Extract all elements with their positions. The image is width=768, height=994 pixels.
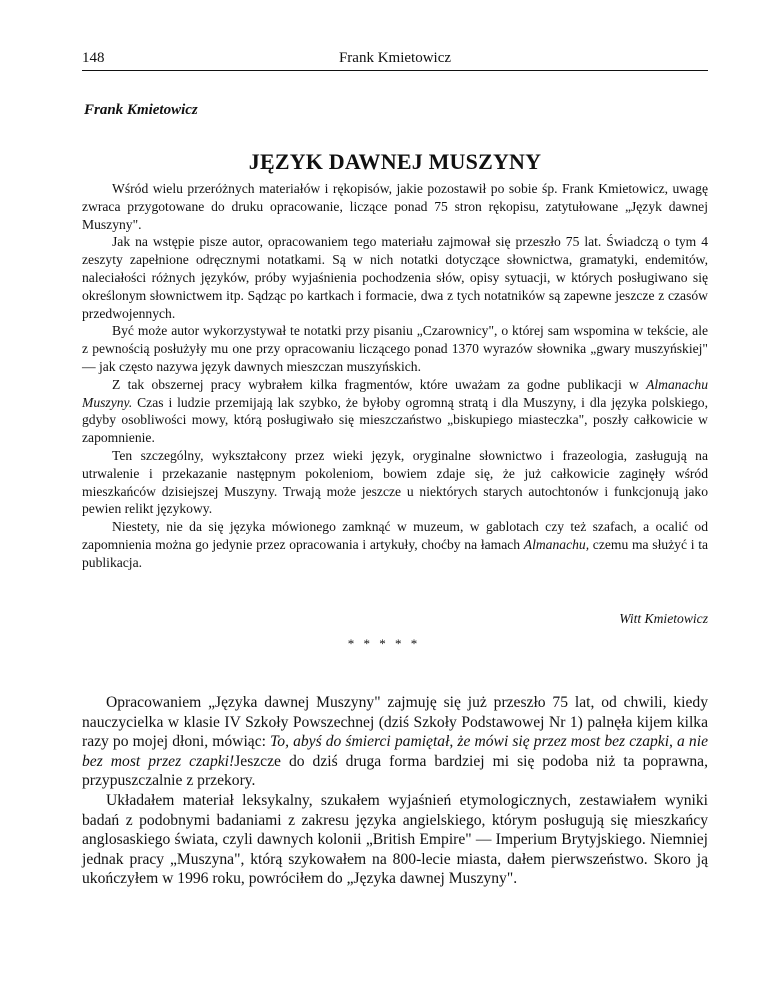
page-number: 148 [82,50,105,66]
intro-paragraph [82,376,708,447]
running-head: Frank Kmietowicz [338,50,452,66]
section-separator: * * * * * [347,636,421,651]
body-paragraph [82,693,708,791]
article-title: JĘZYK DAWNEJ MUSZYNY [248,149,542,174]
page-header [82,48,708,71]
body-paragraph: Układałem materiał leksykalny, szukałem wyjaśnień etymologicznych, zestawiałem wyniki badań z podobnymi badaniami z zakresu języka angielskiego, którym posługują się mieszkańcy anglosaskiego świata, czyli dawnych kolonii „British Empire" — Imperium Brytyjskiego. Niemniej jednak pracy „Muszyna", którą szykowałem na 800-lecie miasta, dałem pierwszeństwo. Skoro ją ukończyłem w 1996 roku, powróciłem do „Języka dawnej Muszyny". [82,791,708,888]
main-text-section [82,693,708,889]
article-author: Frank Kmietowicz [84,102,198,118]
intro-paragraph: Być może autor wykorzystywał te notatki przy pisaniu „Czarownicy", o której sam wspomina w tekście, ale z pewnością posłużyły mu one przy opracowaniu liczącego ponad 1370 wyrazów słownika „gwary muszyńskiej" — jak często nazywa język dawnych mieszczan muszyńskich. [82,323,708,374]
text-run: Czas i ludzie przemijają lak szybko, że byłoby ogromną stratą i dla Muszyny, i dla języka polskiego, gdyby osobliwości mowy, którą posługiwało się mieszczaństwo „biskupiego miasteczka", poszły całkowicie w zapomnienie. [82,394,708,446]
intro-paragraph: Wśród wielu przeróżnych materiałów i rękopisów, jakie pozostawił po sobie śp. Frank Kmietowicz, uwagę zwraca przygotowane do druku opracowanie, liczące ponad 75 stron rękopisu, zatytułowane „Język dawnej Muszyny". [82,181,708,232]
intro-paragraph: Ten szczególny, wykształcony przez wieki język, oryginalne słownictwo i frazeologia, zasługują na utrwalenie i przekazanie następnym pokoleniom, bowiem zdaje się, że już całkowicie zaginęły wśród mieszkańców dzisiejszej Muszyny. Trwają może jeszcze u niektórych starych autochtonów i funkcjonują jako pewien relikt językowy. [82,447,708,517]
intro-paragraph [82,518,708,571]
text-run: czemu ma służyć i ta publikacja. [82,536,708,570]
italic-quote: To, abyś do śmierci pamiętał, że mówi się przez most bez czapki, a nie bez most przez czapki! [82,733,708,770]
italic-text: Almanachu, [523,536,590,552]
intro-paragraph: Jak na wstępie pisze autor, opracowaniem tego materiału zajmował się przeszło 75 lat. Świadczą o tym 4 zeszyty zapełnione odręcznymi notatkami. Są w nich notatki dotyczące słownictwa, gramatyki, endemitów, naleciałości różnych języków, próby wyjaśnienia pochodzenia słów, opisy sytuacji, w których posługiwano się określonym słownictwem itp. Sądząc po kartkach i formacie, dwa z tych notatników są zapewne jeszcze z czasów przedwojennych. [82,234,708,321]
intro-signature: Witt Kmietowicz [619,611,708,626]
italic-text: Almanachu Muszyny. [82,376,708,410]
text-run: Niestety, nie da się języka mówionego zamknąć w muzeum, w gablotach czy też szafach, a ocalić od zapomnienia można go jedynie przez opracowania i artykuły, choćby na łamach [82,519,708,552]
text-run: Z tak obszernej pracy wybrałem kilka fragmentów, które uważam za godne publikacji w [112,376,647,392]
text-run: Opracowaniem „Języka dawnej Muszyny" zajmuję się już przeszło 75 lat, od chwili, kiedy nauczycielka w klasie IV Szkoły Powszechnej (dziś Szkoły Podstawowej Nr 1) palnęła kijem kilka razy po mojej dłoni, mówiąc: [82,694,708,751]
intro-section [82,180,708,572]
text-run: Jeszcze do dziś druga forma bardziej mi się podoba niż ta poprawna, przypuszczalnie z przekory. [82,752,708,790]
